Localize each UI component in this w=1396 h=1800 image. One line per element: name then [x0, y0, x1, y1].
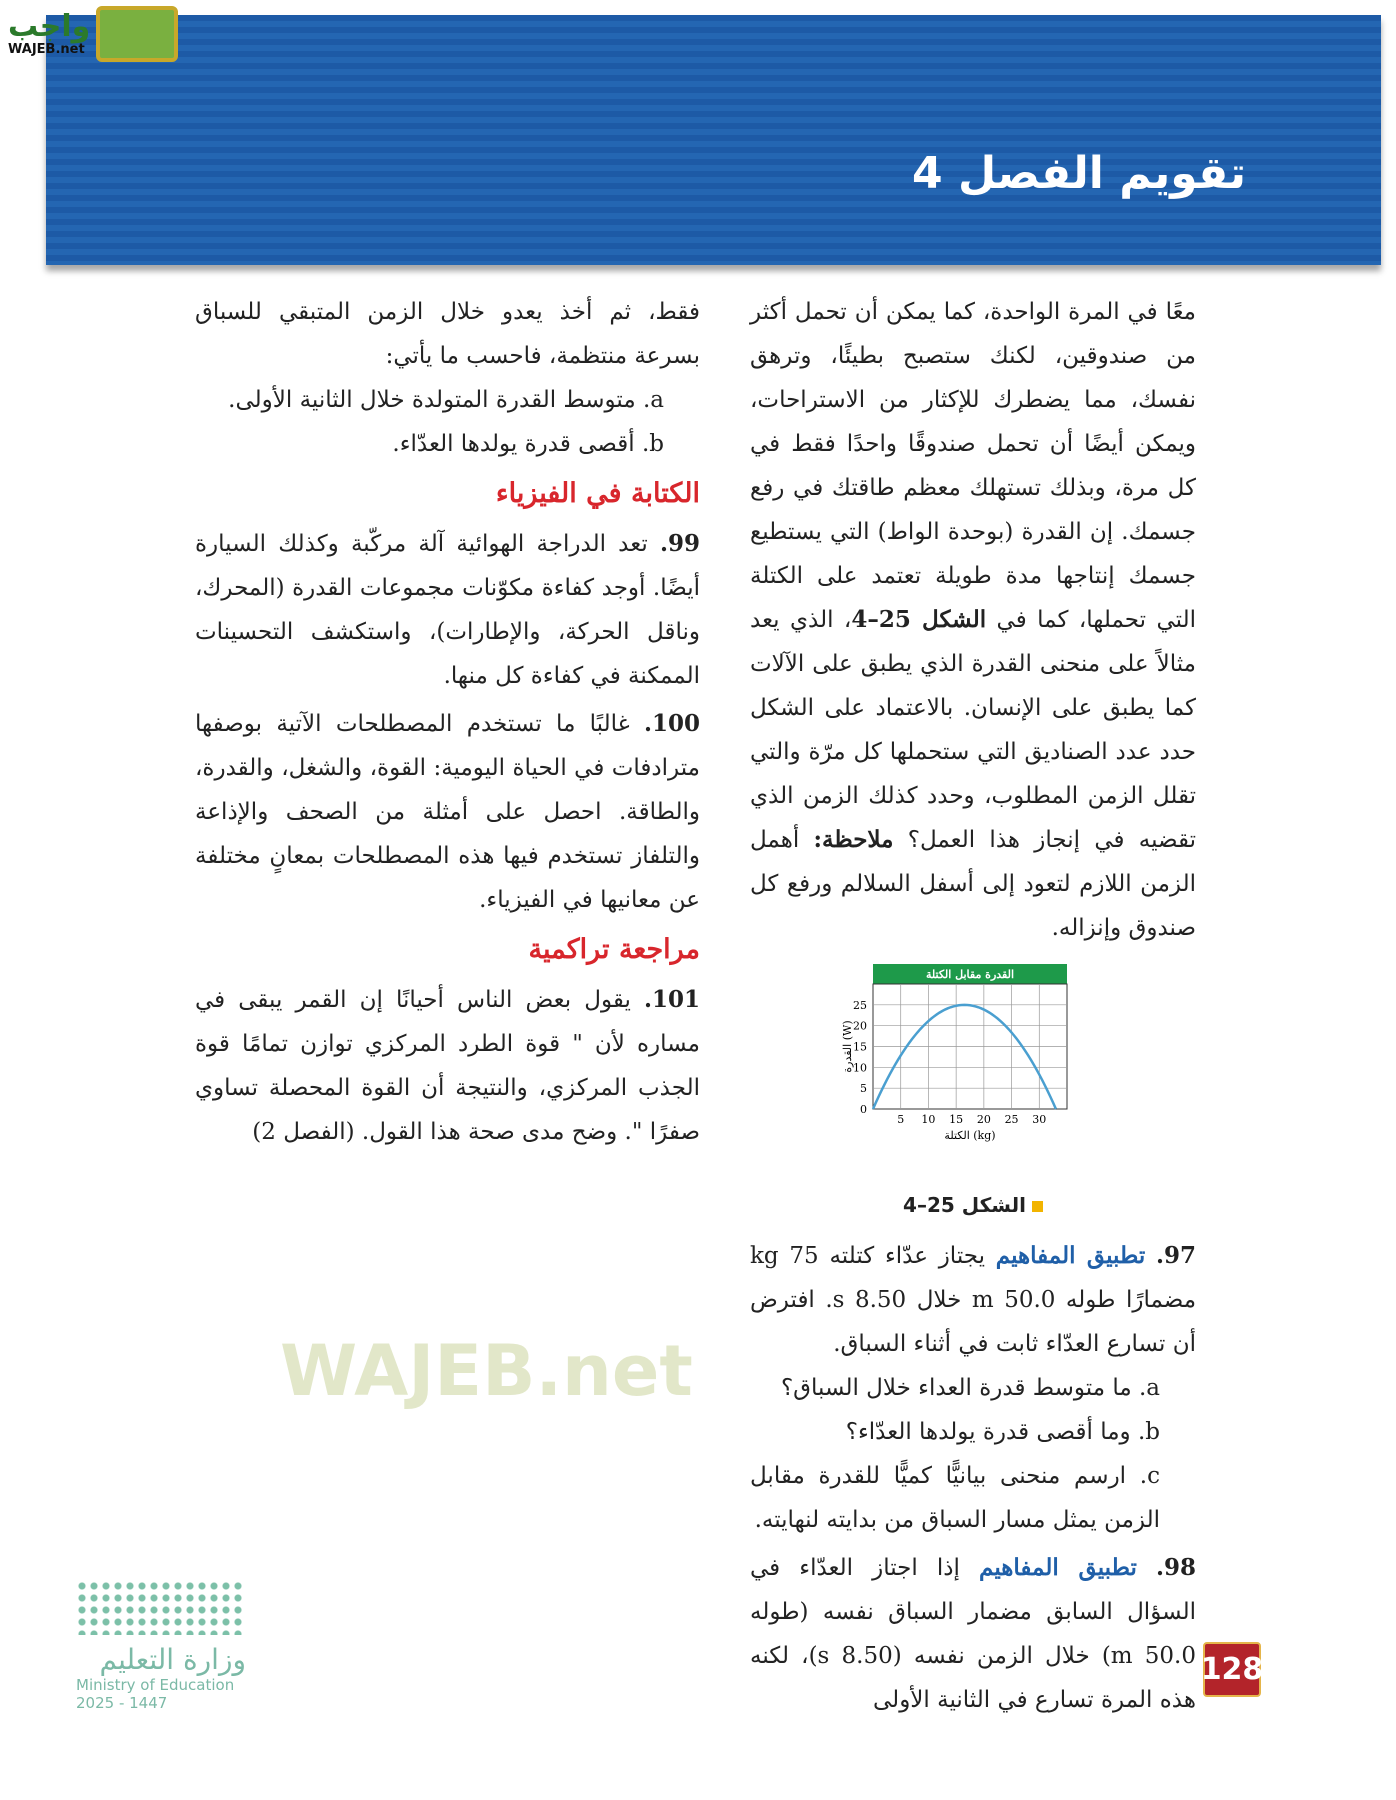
x-axis-label: الكتلة (kg): [944, 1129, 996, 1142]
figure-caption: الشكل 25–4: [903, 1190, 1043, 1220]
question-99: 99. تعد الدراجة الهوائية آلة مركّبة وكذلك السيارة أيضًا. أوجد كفاءة مكوّنات مجموعات القدرة (المحرك، وناقل الحركة، والإطارات)، واستكشف التحسينات الممكنة في كفاءة كل منها.: [195, 530, 701, 689]
x-tick-label: 25: [1004, 1113, 1019, 1126]
section-cumulative-review: مراجعة تراكمية: [528, 934, 700, 965]
y-tick-label: 15: [853, 1040, 867, 1054]
x-tick-label: 20: [976, 1113, 991, 1126]
chart-title: القدرة مقابل الكتلة: [925, 968, 1015, 981]
x-tick-label: 10: [921, 1113, 936, 1126]
watermark: WAJEB.net: [280, 1330, 693, 1412]
page-title: تقويم الفصل 4: [912, 148, 1246, 199]
intro-paragraph: معًا في المرة الواحدة، كما يمكن أن تحمل أكثر من صندوقين، لكنك ستصبح بطيئًا، وترهق نفسك، مما يضطرك للإكثار من الاستراحات، ويمكن أيضًا أن تحمل صندوقًا واحدًا فقط في كل مرة، وبذلك تستهلك معظم طاقتك في رفع جسمك. إن القدرة (بوحدة الواط) التي يستطيع جسمك إنتاجها مدة طويلة تعتمد على الكتلة التي تحملها، كما في الشكل 25–4، الذي يعد مثالاً على منحنى القدرة الذي يطبق على الآلات كما يطبق على الإنسان. بالاعتماد على الشكل حدد عدد الصناديق التي ستحملها كل مرّة والتي تقلل الزمن المطلوب، وحدد كذلك الزمن الذي تقضيه في إنجاز هذا العمل؟ ملاحظة: أهمل الزمن اللازم لتعود إلى أسفل السلالم ورفع كل صندوق وإنزاله.: [750, 299, 1197, 941]
y-tick-label: 5: [860, 1082, 867, 1096]
question-97: 97. تطبيق المفاهيم يجتاز عدّاء كتلته 75 kg مضمارًا طوله 50.0 m خلال 8.50 s. افترض أن تسارع العدّاء ثابت في أثناء السباق. a. ما متوسط قدرة العداء خلال السباق؟ b. وما أقصى قدرة يولدها العدّاء؟ c. ارسم منحنى بيانيًّا كميًّا للقدرة مقابل الزمن يمثل مسار السباق من بدايته لنهايته.: [750, 1242, 1197, 1533]
page-number: 128: [1203, 1642, 1261, 1697]
y-tick-label: 20: [853, 1019, 867, 1033]
question-98: 98. تطبيق المفاهيم إذا اجتاز العدّاء في السؤال السابق مضمار السباق نفسه (طوله 50.0 m) خلال الزمن نفسه (8.50 s)، لكنه هذه المرة تسارع في الثانية الأولى: [750, 1554, 1197, 1713]
y-tick-label: 10: [853, 1061, 867, 1075]
section-writing-physics: الكتابة في الفيزياء: [495, 478, 700, 509]
ministry-dots-icon: [76, 1580, 246, 1635]
x-tick-label: 30: [1032, 1113, 1047, 1126]
y-axis-label: القدرة (W): [841, 1020, 854, 1073]
y-tick-label: 25: [853, 998, 867, 1012]
power-vs-mass-chart: [843, 960, 1103, 1190]
ministry-logo: وزارة التعليم Ministry of Education 2025 - 1447: [76, 1580, 246, 1712]
right-column: [750, 290, 1196, 1722]
wajeb-logo: [8, 6, 178, 62]
question-100: 100. غالبًا ما تستخدم المصطلحات الآتية بوصفها مترادفات في الحياة اليومية: القوة، والشغل، والقدرة، والطاقة. احصل على أمثلة من الصحف والإذاعة والتلفاز تستخدم فيها هذه المصطلحات بمعانٍ مختلفة عن معانيها في الفيزياء.: [195, 710, 700, 913]
logo-sub: WAJEB.net: [8, 41, 85, 57]
book-icon: [96, 6, 178, 62]
logo-text: واجب: [8, 8, 91, 44]
x-tick-label: 15: [949, 1113, 964, 1126]
question-101: 101. يقول بعض الناس أحيانًا إن القمر يبقى في مساره لأن " قوة الطرد المركزي توازن تمامًا قوة الجذب المركزي، والنتيجة أن القوة المحصلة تساوي صفرًا ". وضح مدى صحة هذا القول. (الفصل 2): [195, 986, 701, 1145]
x-tick-label: 5: [897, 1113, 905, 1126]
y-tick-label: 0: [860, 1103, 867, 1116]
chapter-header-band: [46, 15, 1381, 265]
caption-marker-icon: [1032, 1201, 1043, 1212]
left-column: فقط، ثم أخذ يعدو خلال الزمن المتبقي للسباق بسرعة منتظمة، فاحسب ما يأتي: a. متوسط القدرة المتولدة خلال الثانية الأولى. b. أقصى قدرة يولدها العدّاء. الكتابة في الفيزياء 99. تعد الدراجة الهوائية آلة مركّبة وكذلك السيارة أيضًا. أوجد كفاءة مكوّنات مجموعات القدرة (المحرك، وناقل الحركة، والإطارات)، واستكشف التحسينات الممكنة في كفاءة كل منها. 100. غالبًا ما تستخدم المصطلحات الآتية بوصفها مترادفات في الحياة اليومية: القوة، والشغل، والقدرة، والطاقة. احصل على أمثلة من الصحف والإذاعة والتلفاز تستخدم فيها هذه المصطلحات بمعانٍ مختلفة عن معانيها في الفيزياء. مراجعة تراكمية 101. يقول بعض الناس أحيانًا إن القمر يبقى في مساره لأن " قوة الطرد المركزي توازن تمامًا قوة الجذب المركزي، والنتيجة أن القوة المحصلة تساوي صفرًا ". وضح مدى صحة هذا القول. (الفصل 2): [195, 290, 700, 1154]
figure: [750, 960, 1196, 1220]
